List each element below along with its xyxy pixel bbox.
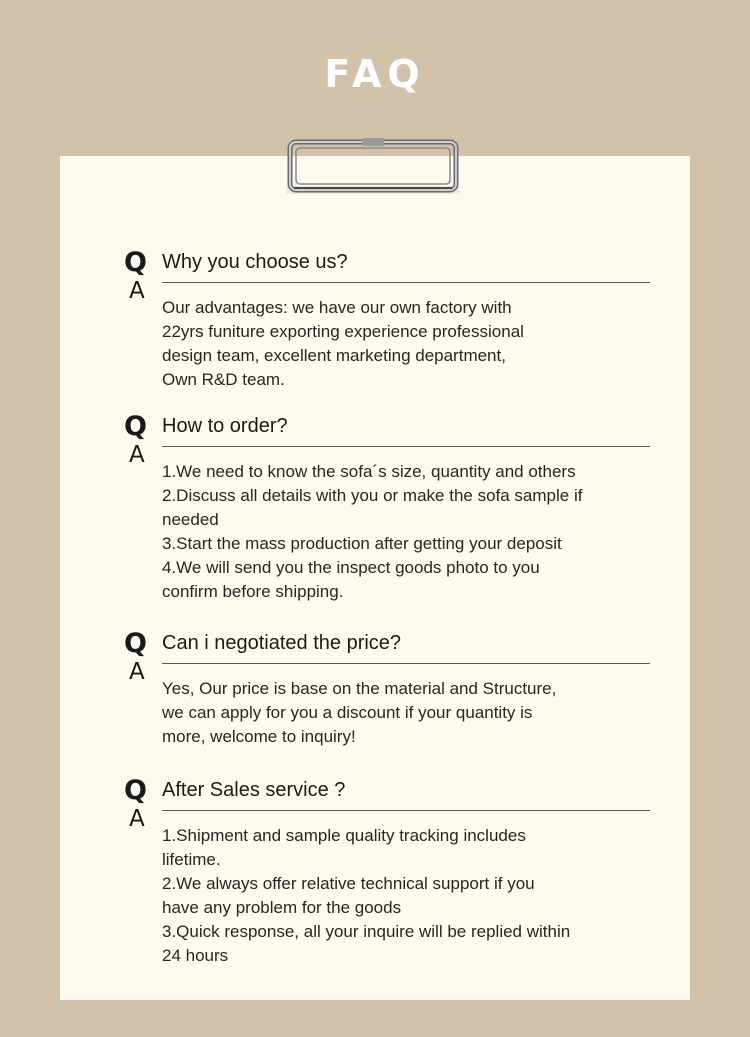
answer-line: 1.We need to know the sofa´s size, quantity and others [162,462,576,481]
answer-line: have any problem for the goods [162,898,402,917]
answer-line: 3.Quick response, all your inquire will be replied within [162,922,571,941]
answer-line: 1.Shipment and sample quality tracking includes [162,826,526,845]
answer-line: more, welcome to inquiry! [162,727,356,746]
question-marker: Q [124,775,147,806]
answer-line: we can apply for you a discount if your quantity is [162,703,533,722]
faq-answer [162,296,650,392]
answer-line: Yes, Our price is base on the material and Structure, [162,679,557,698]
binder-clip-icon [280,136,466,202]
faq-answer [162,460,650,604]
page-title: FAQ [324,52,426,96]
answer-line: lifetime. [162,850,221,869]
answer-marker: A [129,659,145,685]
answer-marker: A [129,278,145,304]
faq-answer [162,677,650,749]
answer-marker: A [129,806,145,832]
answer-line: 3.Start the mass production after getting your deposit [162,534,562,553]
answer-line: 22yrs funiture exporting experience professional [162,322,524,341]
answer-line: confirm before shipping. [162,582,344,601]
faq-question: Can i negotiated the price? [162,629,650,664]
question-marker: Q [124,247,147,278]
question-marker: Q [124,628,147,659]
faq-question: Why you choose us? [162,248,650,283]
answer-line: 24 hours [162,946,229,965]
answer-line: 4.We will send you the inspect goods photo to you [162,558,540,577]
answer-line: 2.We always offer relative technical support if you [162,874,535,893]
answer-line: 2.Discuss all details with you or make the sofa sample if [162,486,583,505]
answer-line: design team, excellent marketing department, [162,346,506,365]
question-marker: Q [124,411,147,442]
answer-line: Own R&D team. [162,370,285,389]
answer-marker: A [129,442,145,468]
faq-question: How to order? [162,412,650,447]
answer-line: needed [162,510,219,529]
faq-question: After Sales service ? [162,776,650,811]
answer-line: Our advantages: we have our own factory with [162,298,512,317]
faq-answer [162,824,650,968]
